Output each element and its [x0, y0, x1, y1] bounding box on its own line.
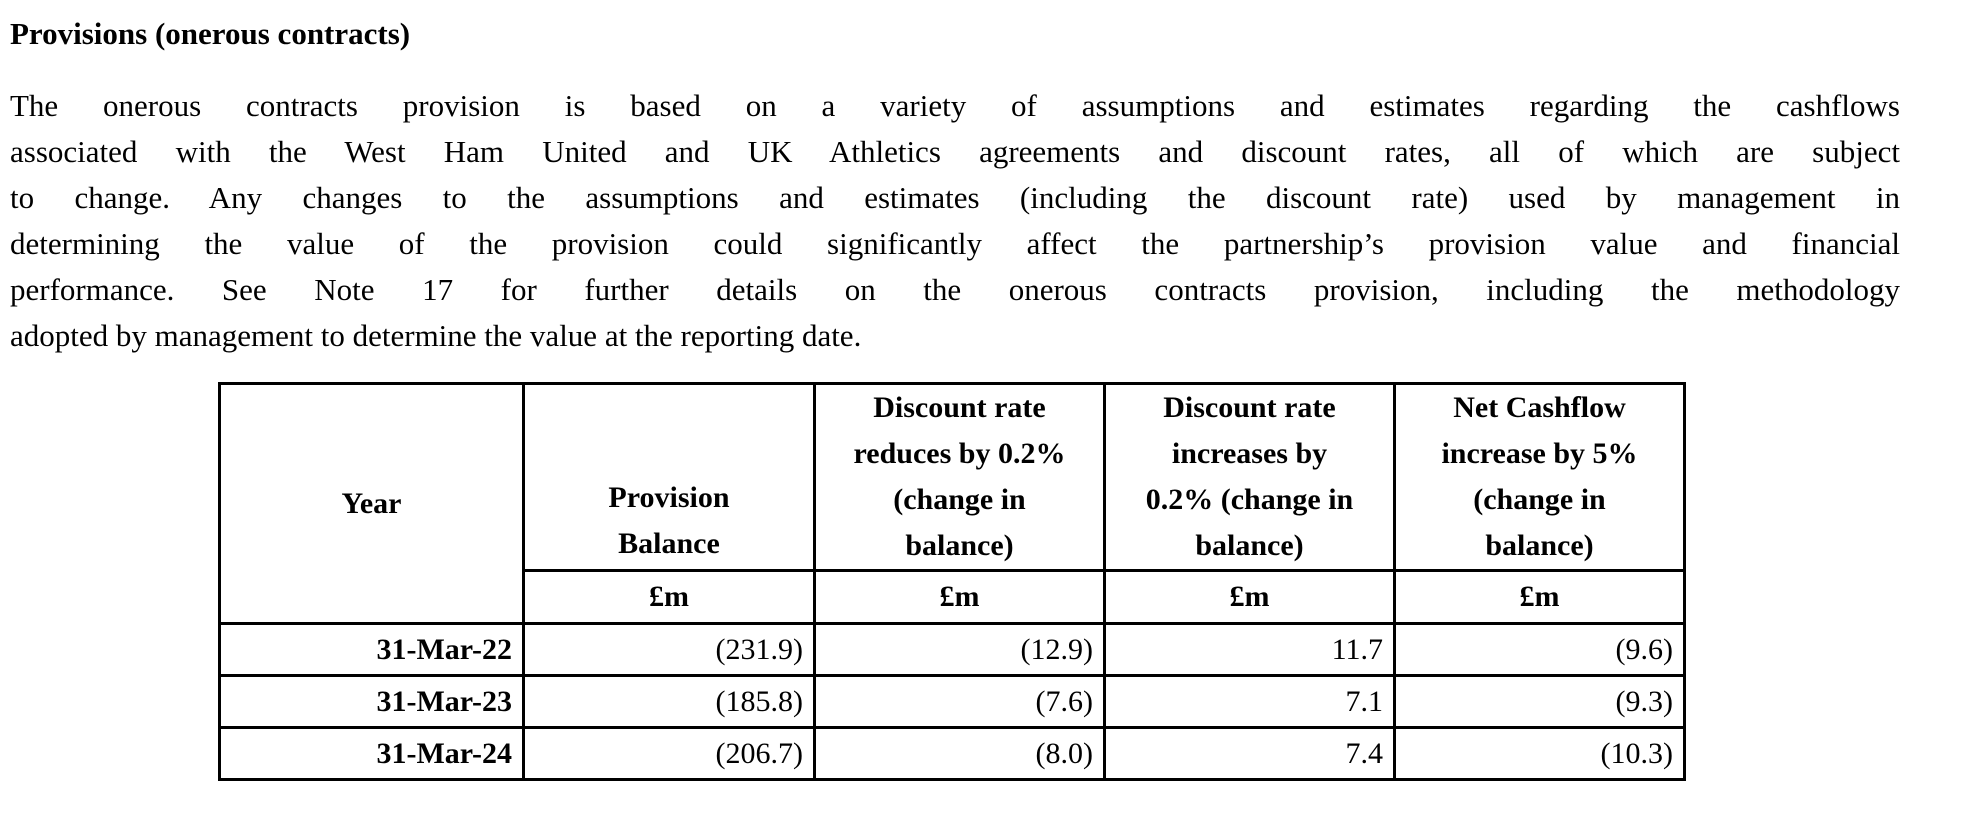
net-cashflow-cell: (9.3)	[1395, 676, 1685, 728]
header-line: balance)	[905, 529, 1014, 562]
discount-reduces-cell: (12.9)	[815, 624, 1105, 676]
header-line: (change in	[893, 483, 1026, 516]
discount-increases-cell: 7.1	[1105, 676, 1395, 728]
year-cell: 31-Mar-22	[220, 624, 524, 676]
net-cashflow-cell: (9.6)	[1395, 624, 1685, 676]
discount-reduces-cell: (7.6)	[815, 676, 1105, 728]
paragraph-line: adopted by management to determine the value at the reporting date.	[10, 318, 862, 353]
header-provision-balance	[524, 384, 815, 571]
paragraph-line: The onerous contracts provision is based on a variety of assumptions and estimates regarding the cashflows	[10, 88, 1900, 123]
header-line: balance)	[1485, 529, 1594, 562]
discount-increases-cell: 11.7	[1105, 624, 1395, 676]
provision-balance-cell: (185.8)	[524, 676, 815, 728]
discount-reduces-cell: (8.0)	[815, 728, 1105, 780]
paragraph-line: determining the value of the provision could significantly affect the partnership’s provision value and financial	[10, 226, 1900, 261]
table-row	[220, 728, 1685, 780]
header-discount-rate-increases	[1105, 384, 1395, 571]
header-line: (change in	[1473, 483, 1606, 516]
net-cashflow-cell: (10.3)	[1395, 728, 1685, 780]
header-line: 0.2% (change in	[1145, 483, 1354, 516]
unit-label: £m	[524, 571, 815, 624]
header-line: increase by 5%	[1441, 437, 1638, 470]
body-paragraph	[10, 83, 1900, 359]
header-line: reduces by 0.2%	[853, 437, 1066, 470]
year-cell: 31-Mar-24	[220, 728, 524, 780]
header-line: Discount rate	[1163, 391, 1336, 424]
header-line: Discount rate	[873, 391, 1046, 424]
sensitivity-table	[218, 382, 1686, 781]
header-net-cashflow	[1395, 384, 1685, 571]
unit-label: £m	[1395, 571, 1685, 624]
paragraph-line: to change. Any changes to the assumptions and estimates (including the discount rate) used by management in	[10, 180, 1900, 215]
provision-balance-cell: (231.9)	[524, 624, 815, 676]
section-heading: Provisions (onerous contracts)	[10, 16, 411, 51]
table-row	[220, 624, 1685, 676]
header-year	[220, 384, 524, 624]
paragraph-line: associated with the West Ham United and UK Athletics agreements and discount rates, all of which are subject	[10, 134, 1900, 169]
table-header-row	[220, 384, 1685, 571]
header-line: Provision	[608, 481, 730, 514]
header-line: increases by	[1171, 437, 1328, 470]
paragraph-line: performance. See Note 17 for further details on the onerous contracts provision, including the methodology	[10, 272, 1900, 307]
header-line: Balance	[618, 527, 720, 560]
provision-balance-cell: (206.7)	[524, 728, 815, 780]
header-discount-rate-reduces	[815, 384, 1105, 571]
table-row	[220, 676, 1685, 728]
header-line: Year	[341, 486, 402, 520]
header-line: balance)	[1195, 529, 1304, 562]
header-line: Net Cashflow	[1453, 391, 1626, 424]
unit-label: £m	[1105, 571, 1395, 624]
discount-increases-cell: 7.4	[1105, 728, 1395, 780]
year-cell: 31-Mar-23	[220, 676, 524, 728]
unit-label: £m	[815, 571, 1105, 624]
